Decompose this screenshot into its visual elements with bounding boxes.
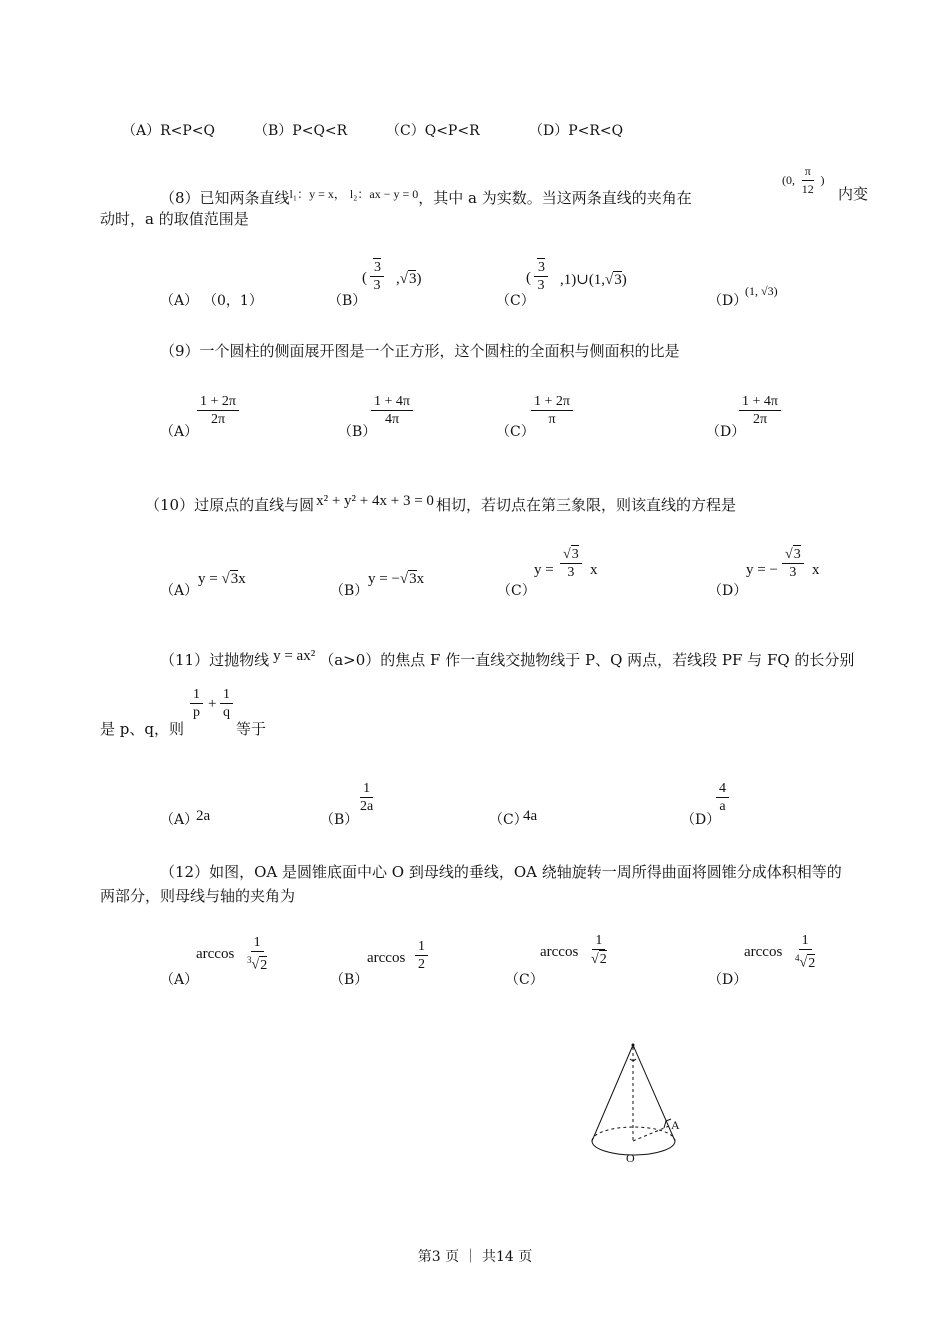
q9-option-c-num: 1 + 2π: [531, 393, 573, 411]
q9-option-a-label: （A）: [160, 424, 199, 440]
q9-option-a-fraction: [197, 393, 239, 428]
q9-option-c-fraction: [531, 393, 573, 428]
q8-option-d-label: （D）: [708, 293, 748, 309]
q8-option-d-value: (1, √3): [745, 284, 778, 298]
q9-option-c-den: π: [548, 412, 556, 427]
q8-interval-right: ): [820, 172, 825, 187]
page-footer: 第3 页 ｜ 共14 页: [417, 1249, 533, 1265]
q11-option-c-label: （C）: [489, 812, 528, 828]
q8-middle: ，其中 a 为实数。当这两条直线的夹角在: [418, 189, 692, 207]
q7-option-c: （C）Q<P<R: [386, 123, 480, 139]
q11-option-a-label: （A）: [160, 812, 199, 828]
q8-l1: l₁：y = x，: [289, 187, 346, 201]
q9-option-b-label: （B）: [338, 424, 377, 440]
q7-option-b: （B）P<Q<R: [254, 123, 348, 139]
q9-option-d-den: 2π: [752, 412, 768, 427]
q11-option-d-label: （D）: [681, 812, 721, 828]
q9-option-d-num: 1 + 4π: [739, 393, 781, 411]
q8-option-a-label: （A）: [160, 293, 199, 309]
q7-option-d: （D）P<R<Q: [529, 123, 624, 139]
q10-option-d-label: （D）: [708, 583, 748, 599]
q9-option-b-den: 4π: [384, 412, 400, 427]
q8-suffix: 内变: [838, 185, 869, 203]
q8-interval-left: (0,: [782, 172, 795, 187]
q10-option-a-value: y = √3x: [198, 571, 246, 587]
q11-suffix: （a>0）的焦点 F 作一直线交抛物线于 P、Q 两点，若线段 PF 与 FQ 的长分别: [319, 651, 855, 669]
label-a: A: [671, 1118, 680, 1132]
q11-equation: y = ax²: [273, 648, 316, 664]
q10-option-c-label: （C）: [497, 583, 536, 599]
q9-option-b-fraction: [371, 393, 413, 428]
q7-option-a: （A）R<P<Q: [122, 123, 216, 139]
q10-option-b-label: （B）: [330, 583, 369, 599]
q12-option-d-label: （D）: [708, 972, 748, 988]
q10-line: [145, 490, 736, 516]
q8-prefix: （8）已知两条直线: [160, 189, 290, 207]
q10-equation: x² + y² + 4x + 3 = 0: [316, 493, 434, 509]
q12-line2: 两部分，则母线与轴的夹角为: [100, 887, 296, 905]
q8-line1: [160, 183, 692, 209]
q8-l2: l₂：ax − y = 0: [349, 187, 419, 201]
q8-interval-den: 12: [801, 182, 814, 196]
q12-line1: （12）如图，OA 是圆锥底面中心 O 到母线的垂线，OA 绕轴旋转一周所得曲面将圆锥分成体积相等的: [160, 863, 842, 881]
q9-option-b-num: 1 + 4π: [371, 393, 413, 411]
q11-prefix: （11）过抛物线: [160, 651, 270, 669]
q12-option-b-label: （B）: [330, 972, 369, 988]
q8-option-a-value: （0，1）: [203, 293, 263, 309]
q9-option-d-fraction: [739, 393, 781, 428]
q9-text: （9）一个圆柱的侧面展开图是一个正方形，这个圆柱的全面积与侧面积的比是: [160, 342, 680, 360]
segment-oa: [633, 1126, 669, 1141]
q9-option-d-label: （D）: [706, 424, 746, 440]
q10-prefix: （10）过原点的直线与圆: [145, 496, 315, 514]
q9-option-a-den: 2π: [210, 412, 226, 427]
q12-option-a-label: （A）: [160, 972, 199, 988]
q8-interval-fraction: [799, 163, 817, 198]
q11-option-a-value: 2a: [196, 808, 211, 824]
q8-interval: [782, 163, 825, 198]
cone-left-generatrix: [592, 1045, 633, 1141]
q11-option-b-value: $\frac{1}{2a}$: [360, 781, 374, 814]
q8-line2: 动时，a 的取值范围是: [100, 210, 249, 228]
q10-suffix: 相切，若切点在第三象限，则该直线的方程是: [435, 496, 736, 514]
cone-figure: [580, 1035, 700, 1175]
q8-option-c-label: （C）: [496, 293, 535, 309]
q8-interval-num: π: [802, 163, 814, 181]
q11-option-b-label: （B）: [320, 812, 359, 828]
q9-option-a-num: 1 + 2π: [197, 393, 239, 411]
q11-option-d-value: $\frac{4}{a}$: [716, 780, 729, 815]
q10-option-b-value: y = −√3x: [368, 571, 425, 587]
q11-line2-prefix: 是 p、q，则: [100, 720, 184, 738]
q11-line1: [160, 645, 854, 671]
q11-line2-suffix: 等于: [236, 720, 267, 738]
q8-option-b-label: （B）: [328, 293, 367, 309]
q11-option-c-value: 4a: [523, 808, 538, 824]
q12-option-c-label: （C）: [505, 972, 544, 988]
q9-option-c-label: （C）: [496, 424, 535, 440]
label-o: O: [626, 1151, 635, 1165]
q10-option-a-label: （A）: [160, 583, 199, 599]
apex-point: [632, 1044, 635, 1047]
